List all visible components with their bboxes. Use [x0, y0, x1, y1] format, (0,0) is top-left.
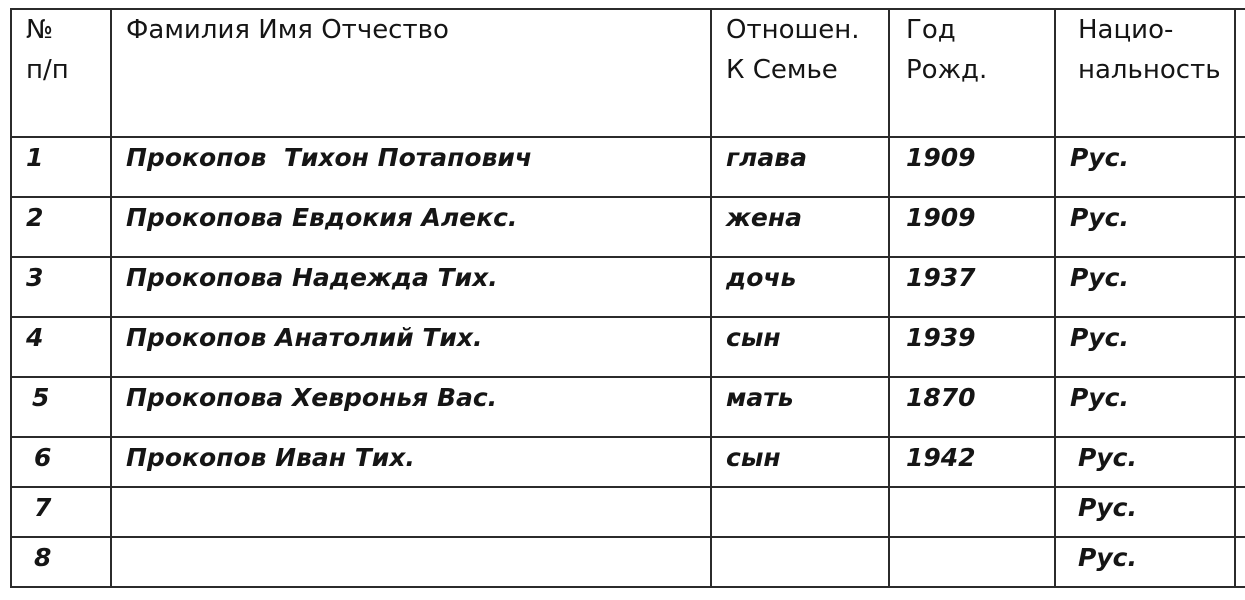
- row-nationality: Рус.: [1055, 197, 1235, 257]
- header-number-line1: №: [26, 15, 54, 45]
- row-nationality: Рус.: [1055, 377, 1235, 437]
- row-number: 6: [11, 437, 111, 487]
- table-row: [11, 487, 1245, 537]
- row-relation: мать: [711, 377, 889, 437]
- table-row: [11, 377, 1245, 437]
- header-nationality-line2: нальность: [1078, 55, 1221, 85]
- row-nationality: Рус.: [1055, 137, 1235, 197]
- family-census-table: [10, 8, 1245, 588]
- row-full-name: [111, 487, 711, 537]
- row-birth-year: [889, 537, 1055, 587]
- row-cut-off-cell: [1235, 537, 1245, 587]
- row-relation: дочь: [711, 257, 889, 317]
- header-birth-year: [889, 9, 1055, 137]
- table-row: [11, 257, 1245, 317]
- row-birth-year: [889, 487, 1055, 537]
- row-number: 5: [11, 377, 111, 437]
- header-cut-off-column: [1235, 9, 1245, 137]
- row-full-name: Прокопова Хевронья Вас.: [111, 377, 711, 437]
- row-relation: сын: [711, 317, 889, 377]
- row-nationality: Рус.: [1055, 317, 1235, 377]
- row-relation: жена: [711, 197, 889, 257]
- row-cut-off-cell: [1235, 317, 1245, 377]
- row-full-name: Прокопов Иван Тих.: [111, 437, 711, 487]
- row-relation: сын: [711, 437, 889, 487]
- header-number-line2: п/п: [26, 55, 69, 85]
- header-birth-year-line1: Год: [906, 15, 956, 45]
- row-number: 4: [11, 317, 111, 377]
- row-birth-year: 1870: [889, 377, 1055, 437]
- header-full-name-text: Фамилия Имя Отчество: [126, 15, 449, 45]
- row-relation: [711, 537, 889, 587]
- row-full-name: Прокопов Тихон Потапович: [111, 137, 711, 197]
- header-relation-line1: Отношен.: [726, 15, 860, 45]
- row-full-name: Прокопов Анатолий Тих.: [111, 317, 711, 377]
- header-relation: [711, 9, 889, 137]
- row-birth-year: 1942: [889, 437, 1055, 487]
- header-nationality-line1: Нацио-: [1078, 15, 1174, 45]
- table-header-row: [11, 9, 1245, 137]
- row-nationality: Рус.: [1055, 257, 1235, 317]
- table-row: [11, 537, 1245, 587]
- row-birth-year: 1909: [889, 137, 1055, 197]
- row-full-name: [111, 537, 711, 587]
- row-nationality: Рус.: [1055, 537, 1235, 587]
- header-number: [11, 9, 111, 137]
- row-birth-year: 1939: [889, 317, 1055, 377]
- row-nationality: Рус.: [1055, 437, 1235, 487]
- row-cut-off-cell: [1235, 487, 1245, 537]
- row-number: 8: [11, 537, 111, 587]
- row-cut-off-cell: [1235, 377, 1245, 437]
- row-cut-off-cell: [1235, 137, 1245, 197]
- row-cut-off-cell: [1235, 197, 1245, 257]
- row-number: 3: [11, 257, 111, 317]
- header-relation-line2: К Семье: [726, 55, 838, 85]
- row-full-name: Прокопова Надежда Тих.: [111, 257, 711, 317]
- row-cut-off-cell: [1235, 257, 1245, 317]
- header-full-name: [111, 9, 711, 137]
- row-relation: [711, 487, 889, 537]
- row-number: 1: [11, 137, 111, 197]
- table-row: [11, 137, 1245, 197]
- row-number: 2: [11, 197, 111, 257]
- header-birth-year-line2: Рожд.: [906, 55, 988, 85]
- table-row: [11, 437, 1245, 487]
- row-number: 7: [11, 487, 111, 537]
- table-row: [11, 197, 1245, 257]
- row-birth-year: 1937: [889, 257, 1055, 317]
- row-nationality: Рус.: [1055, 487, 1235, 537]
- row-relation: глава: [711, 137, 889, 197]
- row-birth-year: 1909: [889, 197, 1055, 257]
- row-full-name: Прокопова Евдокия Алекс.: [111, 197, 711, 257]
- header-nationality: [1055, 9, 1235, 137]
- table-row: [11, 317, 1245, 377]
- row-cut-off-cell: [1235, 437, 1245, 487]
